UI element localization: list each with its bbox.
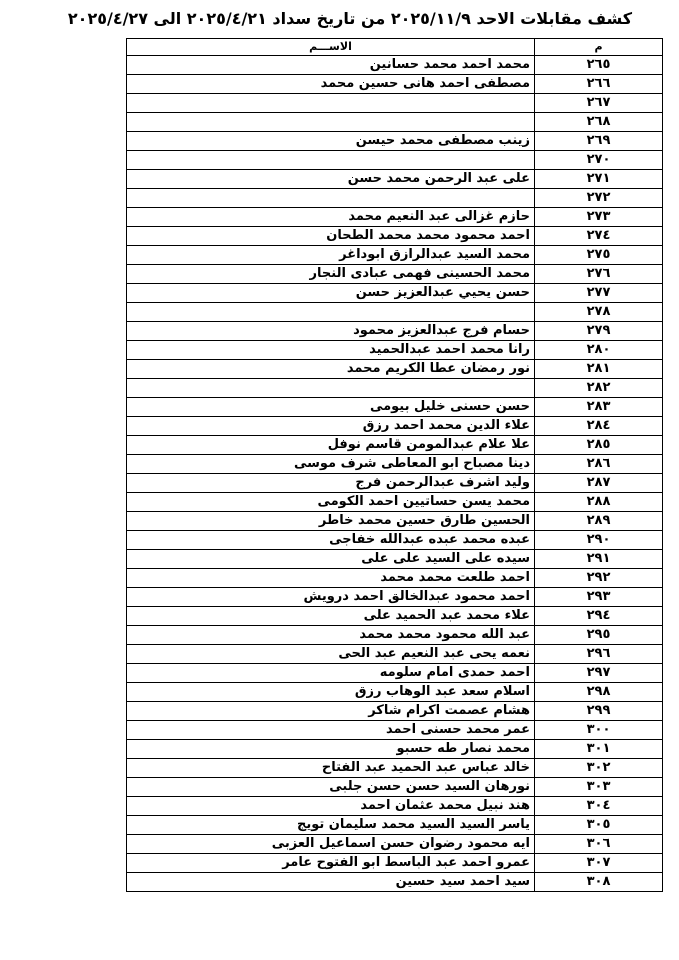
- header-row: [127, 39, 663, 56]
- table-row: [127, 265, 663, 284]
- row-name: احمد محمود عبدالخالق احمد درويش: [127, 588, 535, 607]
- table-row: [127, 721, 663, 740]
- row-name: احمد حمدى امام سلومه: [127, 664, 535, 683]
- row-number: ٢٦٩: [535, 132, 663, 151]
- table-row: [127, 436, 663, 455]
- table-row: [127, 512, 663, 531]
- table-row: [127, 797, 663, 816]
- table-row: [127, 113, 663, 132]
- table-row: [127, 531, 663, 550]
- row-name: [127, 379, 535, 398]
- row-number: ٣٠٨: [535, 873, 663, 892]
- row-name: عمر محمد حسنى احمد: [127, 721, 535, 740]
- row-number: ٢٨٨: [535, 493, 663, 512]
- table-row: [127, 550, 663, 569]
- page-title: كشف مقابلات الاحد ٢٠٢٥/١١/٩ من تاريخ سداد ٢٠٢٥/٤/٢١ الى ٢٠٢٥/٤/٢٧: [67, 9, 633, 28]
- table-row: [127, 588, 663, 607]
- row-number: ٢٨١: [535, 360, 663, 379]
- table-row: [127, 873, 663, 892]
- table-row: [127, 75, 663, 94]
- row-name: حسام فرج عبدالعزيز محمود: [127, 322, 535, 341]
- row-name: محمد السيد عبدالرازق ابوداغر: [127, 246, 535, 265]
- table-row: [127, 816, 663, 835]
- row-number: ٣٠٧: [535, 854, 663, 873]
- table-row: [127, 284, 663, 303]
- table-row: [127, 170, 663, 189]
- table-row: [127, 246, 663, 265]
- row-name: علاء الدين محمد احمد رزق: [127, 417, 535, 436]
- table-row: [127, 227, 663, 246]
- row-name: حسن يحيي عبدالعزيز حسن: [127, 284, 535, 303]
- row-number: ٢٩٩: [535, 702, 663, 721]
- row-number: ٢٩١: [535, 550, 663, 569]
- table-row: [127, 740, 663, 759]
- row-name: علا علام عبدالمومن قاسم نوفل: [127, 436, 535, 455]
- table-row: [127, 569, 663, 588]
- row-number: ٢٨٣: [535, 398, 663, 417]
- table-body: [127, 56, 663, 892]
- row-number: ٢٧٢: [535, 189, 663, 208]
- row-number: ٢٩٥: [535, 626, 663, 645]
- row-number: ٢٧٩: [535, 322, 663, 341]
- interviews-table: [126, 38, 663, 892]
- table-row: [127, 455, 663, 474]
- row-name: علاء محمد عبد الحميد على: [127, 607, 535, 626]
- row-name: خالد عباس عبد الحميد عبد الفتاح: [127, 759, 535, 778]
- row-name: ياسر السيد السيد محمد سليمان تويج: [127, 816, 535, 835]
- row-number: ٢٨٢: [535, 379, 663, 398]
- row-number: ٢٨٦: [535, 455, 663, 474]
- row-name: نعمه يحى عبد النعيم عبد الحى: [127, 645, 535, 664]
- table-row: [127, 778, 663, 797]
- row-number: ٣٠٤: [535, 797, 663, 816]
- row-number: ٢٩٠: [535, 531, 663, 550]
- table-row: [127, 493, 663, 512]
- row-name: [127, 94, 535, 113]
- row-number: ٢٧٦: [535, 265, 663, 284]
- table-row: [127, 398, 663, 417]
- table-row: [127, 360, 663, 379]
- row-number: ٢٦٦: [535, 75, 663, 94]
- row-name: عبد الله محمود محمد محمد: [127, 626, 535, 645]
- row-number: ٢٩٤: [535, 607, 663, 626]
- row-name: هند نبيل محمد عثمان احمد: [127, 797, 535, 816]
- row-number: ٢٦٥: [535, 56, 663, 75]
- row-name: عبده محمد عبده عبدالله خفاجى: [127, 531, 535, 550]
- table-row: [127, 151, 663, 170]
- row-name: زينب مصطفى محمد حيسن: [127, 132, 535, 151]
- table-header: [127, 39, 663, 56]
- row-name: [127, 151, 535, 170]
- row-number: ٣٠٠: [535, 721, 663, 740]
- row-number: ٣٠١: [535, 740, 663, 759]
- table-row: [127, 303, 663, 322]
- row-name: على عبد الرحمن محمد حسن: [127, 170, 535, 189]
- row-name: ايه محمود رضوان حسن اسماعيل العزبى: [127, 835, 535, 854]
- row-number: ٢٩٣: [535, 588, 663, 607]
- row-number: ٢٩٨: [535, 683, 663, 702]
- row-name: سيد احمد سيد حسين: [127, 873, 535, 892]
- row-name: [127, 113, 535, 132]
- table-row: [127, 474, 663, 493]
- row-number: ٢٧٧: [535, 284, 663, 303]
- row-name: احمد طلعت محمد محمد: [127, 569, 535, 588]
- row-number: ٢٧٠: [535, 151, 663, 170]
- row-name: حازم غزالى عبد النعيم محمد: [127, 208, 535, 227]
- row-name: نور رمضان عطا الكريم محمد: [127, 360, 535, 379]
- row-number: ٢٨٩: [535, 512, 663, 531]
- header-number: م: [535, 39, 663, 56]
- row-name: نورهان السيد حسن حسن جلبى: [127, 778, 535, 797]
- row-number: ٣٠٣: [535, 778, 663, 797]
- row-number: ٢٦٨: [535, 113, 663, 132]
- row-number: ٢٧٤: [535, 227, 663, 246]
- row-name: سيده على السيد على على: [127, 550, 535, 569]
- table-row: [127, 189, 663, 208]
- table-row: [127, 664, 663, 683]
- table-row: [127, 835, 663, 854]
- row-number: ٣٠٦: [535, 835, 663, 854]
- row-name: وليد اشرف عبدالرحمن فرج: [127, 474, 535, 493]
- row-number: ٢٩٦: [535, 645, 663, 664]
- row-name: محمد نصار طه حسبو: [127, 740, 535, 759]
- row-name: رانا محمد احمد عبدالحميد: [127, 341, 535, 360]
- row-number: ٢٨٠: [535, 341, 663, 360]
- table-row: [127, 854, 663, 873]
- row-number: ٢٩٧: [535, 664, 663, 683]
- row-number: ٢٩٢: [535, 569, 663, 588]
- row-name: اسلام سعد عبد الوهاب رزق: [127, 683, 535, 702]
- table-row: [127, 645, 663, 664]
- row-number: ٢٨٥: [535, 436, 663, 455]
- table-row: [127, 94, 663, 113]
- table-row: [127, 132, 663, 151]
- row-name: احمد محمود محمد محمد الطحان: [127, 227, 535, 246]
- table-row: [127, 759, 663, 778]
- header-name: الاســـم: [127, 39, 535, 56]
- table-row: [127, 683, 663, 702]
- table-row: [127, 607, 663, 626]
- row-name: الحسين طارق حسين محمد خاطر: [127, 512, 535, 531]
- row-name: محمد احمد محمد حسانين: [127, 56, 535, 75]
- table-row: [127, 56, 663, 75]
- row-name: [127, 189, 535, 208]
- row-name: دينا مصباح ابو المعاطى شرف موسى: [127, 455, 535, 474]
- row-number: ٢٨٤: [535, 417, 663, 436]
- row-number: ٢٦٧: [535, 94, 663, 113]
- row-number: ٢٧٨: [535, 303, 663, 322]
- table-row: [127, 417, 663, 436]
- table-row: [127, 702, 663, 721]
- row-name: محمد الحسينى فهمى عبادى النجار: [127, 265, 535, 284]
- table-row: [127, 379, 663, 398]
- row-name: مصطفى احمد هانى حسين محمد: [127, 75, 535, 94]
- row-name: هشام عصمت اكرام شاكر: [127, 702, 535, 721]
- row-name: [127, 303, 535, 322]
- row-number: ٢٧٣: [535, 208, 663, 227]
- row-name: عمرو احمد عبد الباسط ابو الفتوح عامر: [127, 854, 535, 873]
- row-number: ٢٧٥: [535, 246, 663, 265]
- row-number: ٢٧١: [535, 170, 663, 189]
- row-name: حسن حسنى خليل بيومى: [127, 398, 535, 417]
- table-row: [127, 341, 663, 360]
- table-row: [127, 626, 663, 645]
- row-number: ٢٨٧: [535, 474, 663, 493]
- row-number: ٣٠٢: [535, 759, 663, 778]
- row-number: ٣٠٥: [535, 816, 663, 835]
- row-name: محمد يسن حساتيين احمد الكومى: [127, 493, 535, 512]
- table-row: [127, 322, 663, 341]
- table-row: [127, 208, 663, 227]
